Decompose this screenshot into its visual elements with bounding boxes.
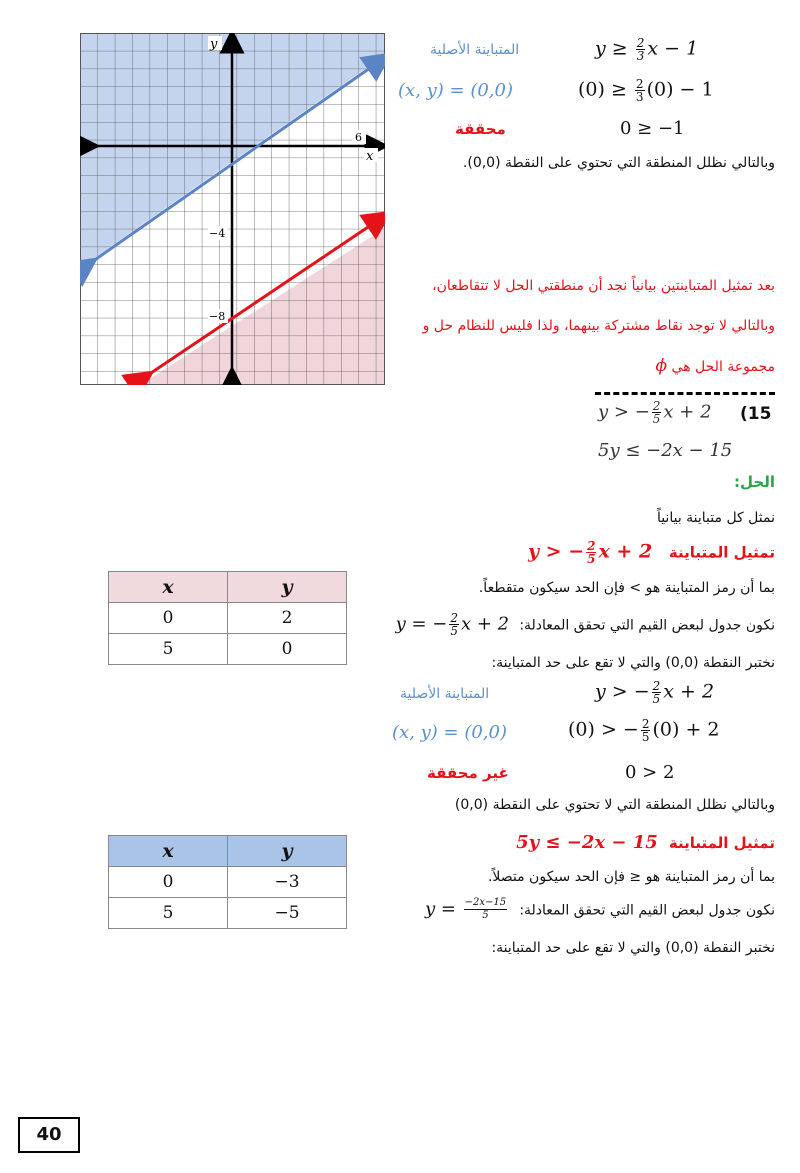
conclusion-line-3: مجموعة الحل هي ϕ xyxy=(655,356,775,376)
section1-verdict-false: غير محققة xyxy=(427,764,509,782)
y-axis-label: y xyxy=(210,37,218,52)
section1-substituted: (0) > − $\frac{2}{5}$ (0) + 2 xyxy=(568,717,720,744)
section2-heading: تمثيل المتباينة 5y ≤ −2x − 15 xyxy=(516,832,775,853)
section2-test-point-note: نختبر النقطة (0,0) والتي لا تقع على حد المتباينة: xyxy=(491,940,775,956)
problem-15-eq1: y > − $\frac{2}{5}$ x + 2 xyxy=(598,399,712,426)
substituted-inequality: (0) ≥ $\frac{2}{3}$ (0) − 1 xyxy=(578,77,714,104)
section1-original-label: المتباينة الأصلية xyxy=(400,686,490,702)
table-cell: −3 xyxy=(228,867,347,898)
verdict-true: محققة xyxy=(455,120,506,138)
table-header-x: x xyxy=(109,572,228,603)
table-cell: 0 xyxy=(109,867,228,898)
table-cell: 2 xyxy=(228,603,347,634)
empty-set-symbol: ϕ xyxy=(655,356,668,376)
section2-solid-note: بما أن رمز المتباينة هو ≤ فإن الحد سيكون متصلاً. xyxy=(487,869,775,885)
tick-label-minus4: −4 xyxy=(209,227,226,240)
conclusion-line-2: وبالتالي لا توجد نقاط مشتركة بينهما، ولذا فليس للنظام حل و xyxy=(422,318,775,334)
solution-intro: نمثل كل متباينة بيانياً xyxy=(656,510,775,526)
section1-test-point-note: نختبر النقطة (0,0) والتي لا تقع على حد المتباينة: xyxy=(491,655,775,671)
original-inequality: y ≥ $\frac{2}{3}$ x − 1 xyxy=(595,36,699,63)
result-inequality: 0 ≥ −1 xyxy=(620,118,685,139)
tick-label-minus8: −8 xyxy=(209,310,226,323)
table-cell: 5 xyxy=(109,634,228,665)
test-point: (x, y) = (0,0) xyxy=(398,80,514,101)
tick-label-6: 6 xyxy=(355,131,362,144)
section1-values-table xyxy=(108,571,347,665)
section1-table-instruction: نكون جدول لبعض القيم التي تحقق المعادلة: y = − $\frac{2}{5}$ x + 2 xyxy=(395,611,775,638)
x-axis-label: x xyxy=(366,149,374,164)
section1-original-inequality: y > − $\frac{2}{5}$ x + 2 xyxy=(595,679,715,706)
section2-values-table xyxy=(108,835,347,929)
problem-15-eq2: 5y ≤ −2x − 15 xyxy=(598,440,733,461)
conclusion-line-1: بعد تمثيل المتباينتين بيانياً نجد أن منطقتي الحل لا تتقاطعان، xyxy=(432,278,775,294)
inequality-graph xyxy=(80,33,385,385)
problem-number: (15 xyxy=(740,404,772,424)
page-number: 40 xyxy=(18,1117,80,1153)
section2-table-instruction: نكون جدول لبعض القيم التي تحقق المعادلة: y = $\frac{-2x-15}{5}$ xyxy=(424,897,775,921)
section1-test-point: (x, y) = (0,0) xyxy=(392,722,508,743)
section1-heading: تمثيل المتباينة y > − $\frac{2}{5}$ x + 2 xyxy=(528,539,775,566)
solution-label: الحل: xyxy=(734,473,775,491)
section1-dashed-note: بما أن رمز المتباينة هو > فإن الحد سيكون متقطعاً. xyxy=(478,580,775,596)
separator-dashes xyxy=(595,392,775,395)
original-inequality-label: المتباينة الأصلية xyxy=(430,42,520,58)
table-header-x: x xyxy=(109,836,228,867)
section1-shade-instruction: وبالتالي نظلل المنطقة التي لا تحتوي على النقطة (0,0) xyxy=(454,797,775,813)
table-header-y: y xyxy=(228,572,347,603)
table-header-y: y xyxy=(228,836,347,867)
table-cell: 0 xyxy=(228,634,347,665)
shade-instruction-1: وبالتالي نظلل المنطقة التي تحتوي على النقطة (0,0). xyxy=(462,155,775,171)
table-cell: −5 xyxy=(228,898,347,929)
table-cell: 0 xyxy=(109,603,228,634)
section1-result: 0 > 2 xyxy=(625,762,675,783)
table-cell: 5 xyxy=(109,898,228,929)
